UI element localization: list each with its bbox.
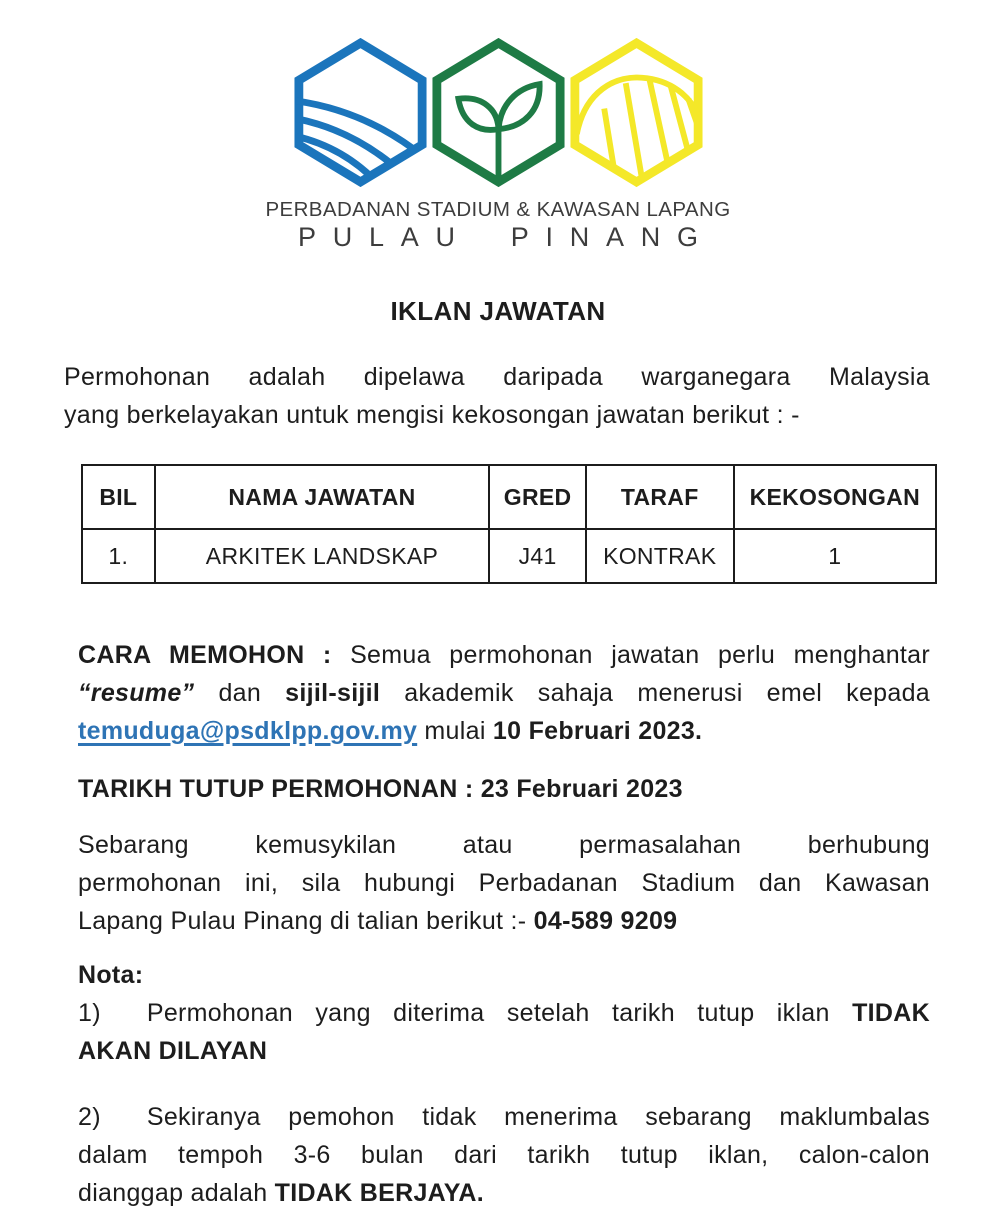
text-segment: “resume” (78, 679, 195, 707)
text-line (78, 636, 930, 674)
vacancy-table (81, 464, 937, 584)
col-header-kekosongan: KEKOSONGAN (734, 465, 936, 529)
text-segment: yang berkelayakan untuk mengisi kekosongan jawatan berikut : - (64, 401, 800, 429)
nota-item-2 (78, 1098, 930, 1207)
text-segment: TIDAK (852, 999, 930, 1027)
text-segment: CARA MEMOHON : (78, 641, 351, 669)
closing-date-line: TARIKH TUTUP PERMOHONAN : 23 Februari 2023 (78, 775, 683, 803)
text-segment: 1) (78, 999, 101, 1027)
intro-paragraph (64, 358, 930, 434)
text-segment: AKAN DILAYAN (78, 1037, 268, 1065)
text-segment: 2) (78, 1103, 101, 1131)
nota-section (78, 956, 930, 1207)
email-link[interactable]: temuduga@psdklpp.gov.my (78, 717, 418, 745)
text-segment: sijil-sijil (285, 679, 381, 707)
field-hexagon-icon (293, 38, 428, 187)
text-line (78, 712, 930, 750)
text-segment: Sebarang kemusykilan atau permasalahan berhubung (78, 831, 930, 859)
text-line (78, 902, 930, 940)
col-header-bil: BIL (82, 465, 155, 529)
text-segment: Semua permohonan jawatan perlu menghantar (350, 641, 930, 669)
cell-bil: 1. (82, 529, 155, 583)
page-title: IKLAN JAWATAN (390, 296, 606, 326)
col-header-gred: GRED (489, 465, 586, 529)
table-header-row (82, 465, 936, 529)
cell-gred: J41 (489, 529, 586, 583)
col-header-taraf: TARAF (586, 465, 734, 529)
cara-memohon-paragraph (78, 636, 930, 750)
text-line (78, 864, 930, 902)
text-segment: Permohonan adalah dipelawa daripada warganegara Malaysia (64, 363, 930, 391)
text-line (78, 674, 930, 712)
org-logo (0, 38, 996, 190)
text-segment: 04-589 9209 (533, 907, 678, 935)
text-segment: akademik sahaja menerusi emel kepada (380, 679, 930, 707)
text-line (78, 994, 930, 1032)
vacancy-table-wrap (81, 464, 937, 584)
org-name (0, 198, 996, 252)
text-line (78, 1174, 930, 1207)
text-line (78, 826, 930, 864)
text-segment: dalam tempoh 3-6 bulan dari tarikh tutup iklan, calon-calon (78, 1141, 930, 1169)
text-segment: permohonan ini, sila hubungi Perbadanan Stadium dan Kawasan (78, 869, 930, 897)
text-segment: Lapang Pulau Pinang di talian berikut :- (78, 907, 534, 935)
text-segment: mulai (417, 717, 493, 745)
text-line (64, 396, 930, 434)
text-segment: Sekiranya pemohon tidak menerima sebarang maklumbalas (146, 1103, 930, 1131)
nota-item-1 (78, 994, 930, 1070)
plant-hexagon-icon (431, 38, 566, 187)
org-name-line2: PULAU PINANG (297, 222, 715, 252)
org-name-line1: PERBADANAN STADIUM & KAWASAN LAPANG (265, 198, 731, 221)
nota-heading: Nota: (78, 961, 144, 989)
text-line (64, 358, 930, 396)
cell-taraf: KONTRAK (586, 529, 734, 583)
contact-paragraph (78, 826, 930, 940)
text-line (78, 1098, 930, 1136)
text-segment: dianggap adalah (78, 1179, 275, 1207)
text-segment: 10 Februari 2023. (492, 717, 703, 745)
col-header-nama-jawatan: NAMA JAWATAN (155, 465, 490, 529)
text-segment: Permohonan yang diterima setelah tarikh tutup iklan (146, 999, 853, 1027)
text-segment: dan (194, 679, 286, 707)
cell-nama-jawatan: ARKITEK LANDSKAP (155, 529, 490, 583)
table-row (82, 529, 936, 583)
cell-kekosongan: 1 (734, 529, 936, 583)
text-line (78, 1032, 930, 1070)
text-segment: TIDAK BERJAYA. (274, 1179, 485, 1207)
stadium-roof-hexagon-icon (569, 38, 704, 187)
text-line (78, 1136, 930, 1174)
